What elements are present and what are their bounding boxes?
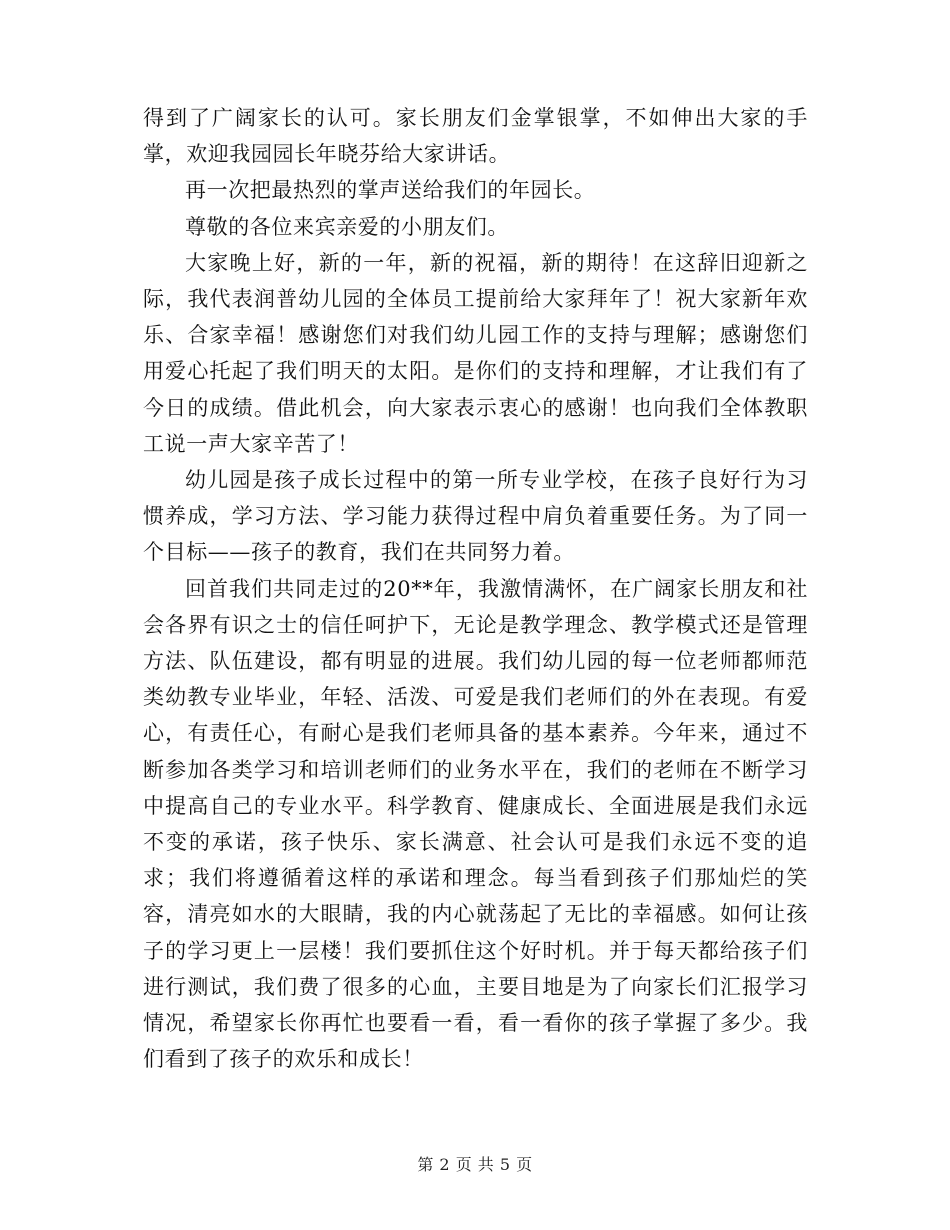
paragraph-4: 大家晚上好，新的一年，新的祝福，新的期待！在这辞旧迎新之际，我代表润普幼儿园的全体员工提前给大家拜年了！祝大家新年欢乐、合家幸福！感谢您们对我们幼儿园工作的支持与理解；感谢您们用爱心托起了我们明天的太阳。是你们的支持和理解，才让我们有了今日的成绩。借此机会，向大家表示衷心的感谢！也向我们全体教职工说一声大家辛苦了！ [143,250,808,456]
paragraph-2: 再一次把最热烈的掌声送给我们的年园长。 [185,178,596,203]
document-body [143,100,808,1077]
page-number-footer: 第 2 页 共 5 页 [417,1155,533,1174]
paragraph-5: 幼儿园是孩子成长过程中的第一所专业学校，在孩子良好行为习惯养成，学习方法、学习能力获得过程中肩负着重要任务。为了同一个目标——孩子的教育，我们在共同努力着。 [143,468,808,565]
paragraph-6: 回首我们共同走过的20**年，我激情满怀，在广阔家长朋友和社会各界有识之士的信任呵护下，无论是教学理念、教学模式还是管理方法、队伍建设，都有明显的进展。我们幼儿园的每一位老师都师范类幼教专业毕业，年轻、活泼、可爱是我们老师们的外在表现。有爱心，有责任心，有耐心是我们老师具备的基本素养。今年来，通过不断参加各类学习和培训老师们的业务水平在，我们的老师在不断学习中提高自己的专业水平。科学教育、健康成长、全面进展是我们永远不变的承诺，孩子快乐、家长满意、社会认可是我们永远不变的追求；我们将遵循着这样的承诺和理念。每当看到孩子们那灿烂的笑容，清亮如水的大眼睛，我的内心就荡起了无比的幸福感。如何让孩子的学习更上一层楼！我们要抓住这个好时机。并于每天都给孩子们进行测试，我们费了很多的心血，主要目地是为了向家长们汇报学习情况，希望家长你再忙也要看一看，看一看你的孩子掌握了多少。我们看到了孩子的欢乐和成长！ [143,576,808,1072]
paragraph-1: 得到了广阔家长的认可。家长朋友们金掌银掌，不如伸出大家的手掌，欢迎我园园长年晓芬给大家讲话。 [143,106,808,167]
paragraph-3: 尊敬的各位来宾亲爱的小朋友们。 [185,214,509,239]
